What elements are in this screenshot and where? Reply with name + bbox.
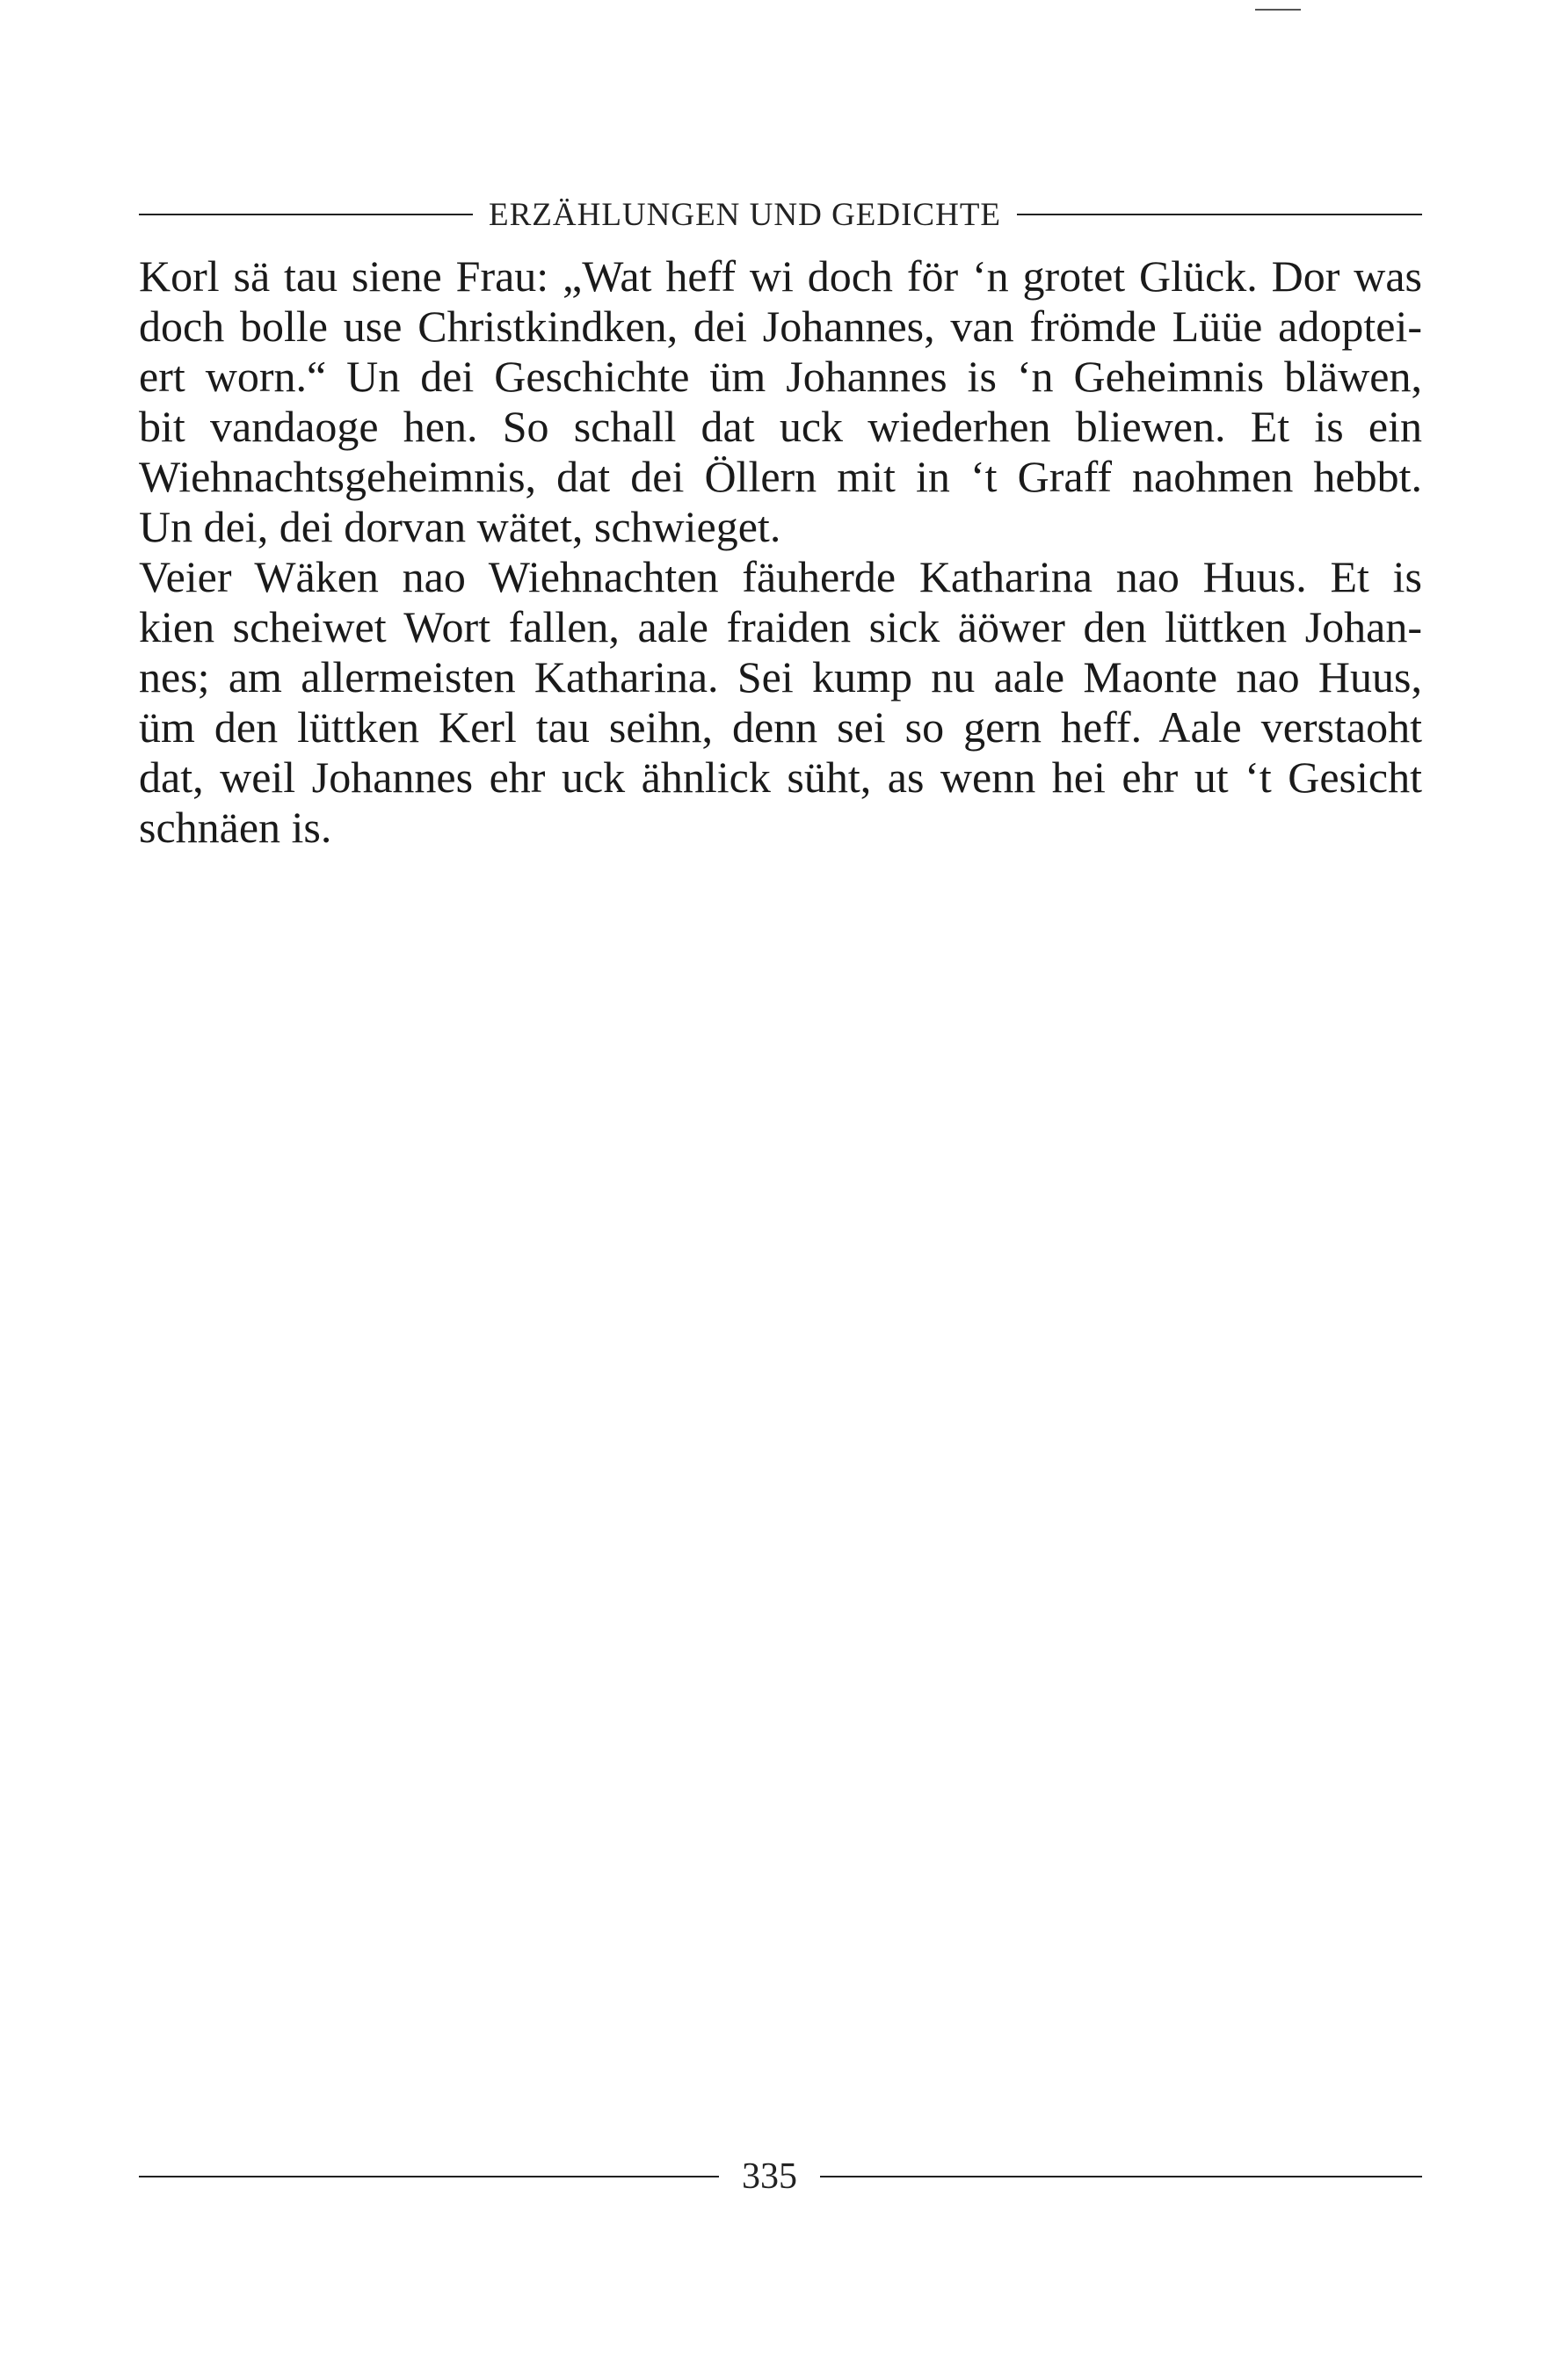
text-line: bit vandaoge hen. So schall dat uck wiederhen bliewen. Et is ein (139, 402, 1422, 451)
body-text (139, 251, 1422, 853)
text-line: nes; am allermeisten Katharina. Sei kump nu aale Maonte nao Huus, (139, 652, 1422, 702)
header-title: ERZÄHLUNGEN UND GEDICHTE (489, 196, 1002, 233)
text-line: dat, weil Johannes ehr uck ähnlick süht, as wenn hei ehr ut ‘t Gesicht (139, 752, 1422, 802)
text-line: kien scheiwet Wort fallen, aale fraiden sick äöwer den lüttken Johan- (139, 602, 1422, 651)
text-line: Korl sä tau siene Frau: „Wat heff wi doch för ‘n grotet Glück. Dor was (139, 251, 1422, 301)
text-line: schnäen is. (139, 803, 332, 852)
text-line: doch bolle use Christkindken, dei Johannes, van frömde Lüüe adoptei- (139, 302, 1422, 351)
page-footer (139, 2152, 1422, 2201)
page-number: 335 (742, 2156, 797, 2197)
footer-rule-right (820, 2176, 1422, 2177)
paragraph-2 (139, 552, 1422, 853)
header-rule-left (139, 214, 473, 215)
header-rule-right (1017, 214, 1422, 215)
text-line: Un dei, dei dorvan wätet, schwieget. (139, 502, 781, 551)
text-line: ert worn.“ Un dei Geschichte üm Johannes is ‘n Geheimnis bläwen, (139, 352, 1422, 401)
text-line: Wiehnachtsgeheimnis, dat dei Öllern mit in ‘t Graff naohmen hebbt. (139, 452, 1422, 501)
footer-rule-left (139, 2176, 719, 2177)
scan-edge-mark (1255, 9, 1301, 11)
text-line: üm den lüttken Kerl tau seihn, denn sei so gern heff. Aale verstaoht (139, 702, 1422, 752)
running-header (139, 192, 1422, 237)
paragraph-1 (139, 251, 1422, 552)
text-line: Veier Wäken nao Wiehnachten fäuherde Katharina nao Huus. Et is (139, 552, 1422, 601)
